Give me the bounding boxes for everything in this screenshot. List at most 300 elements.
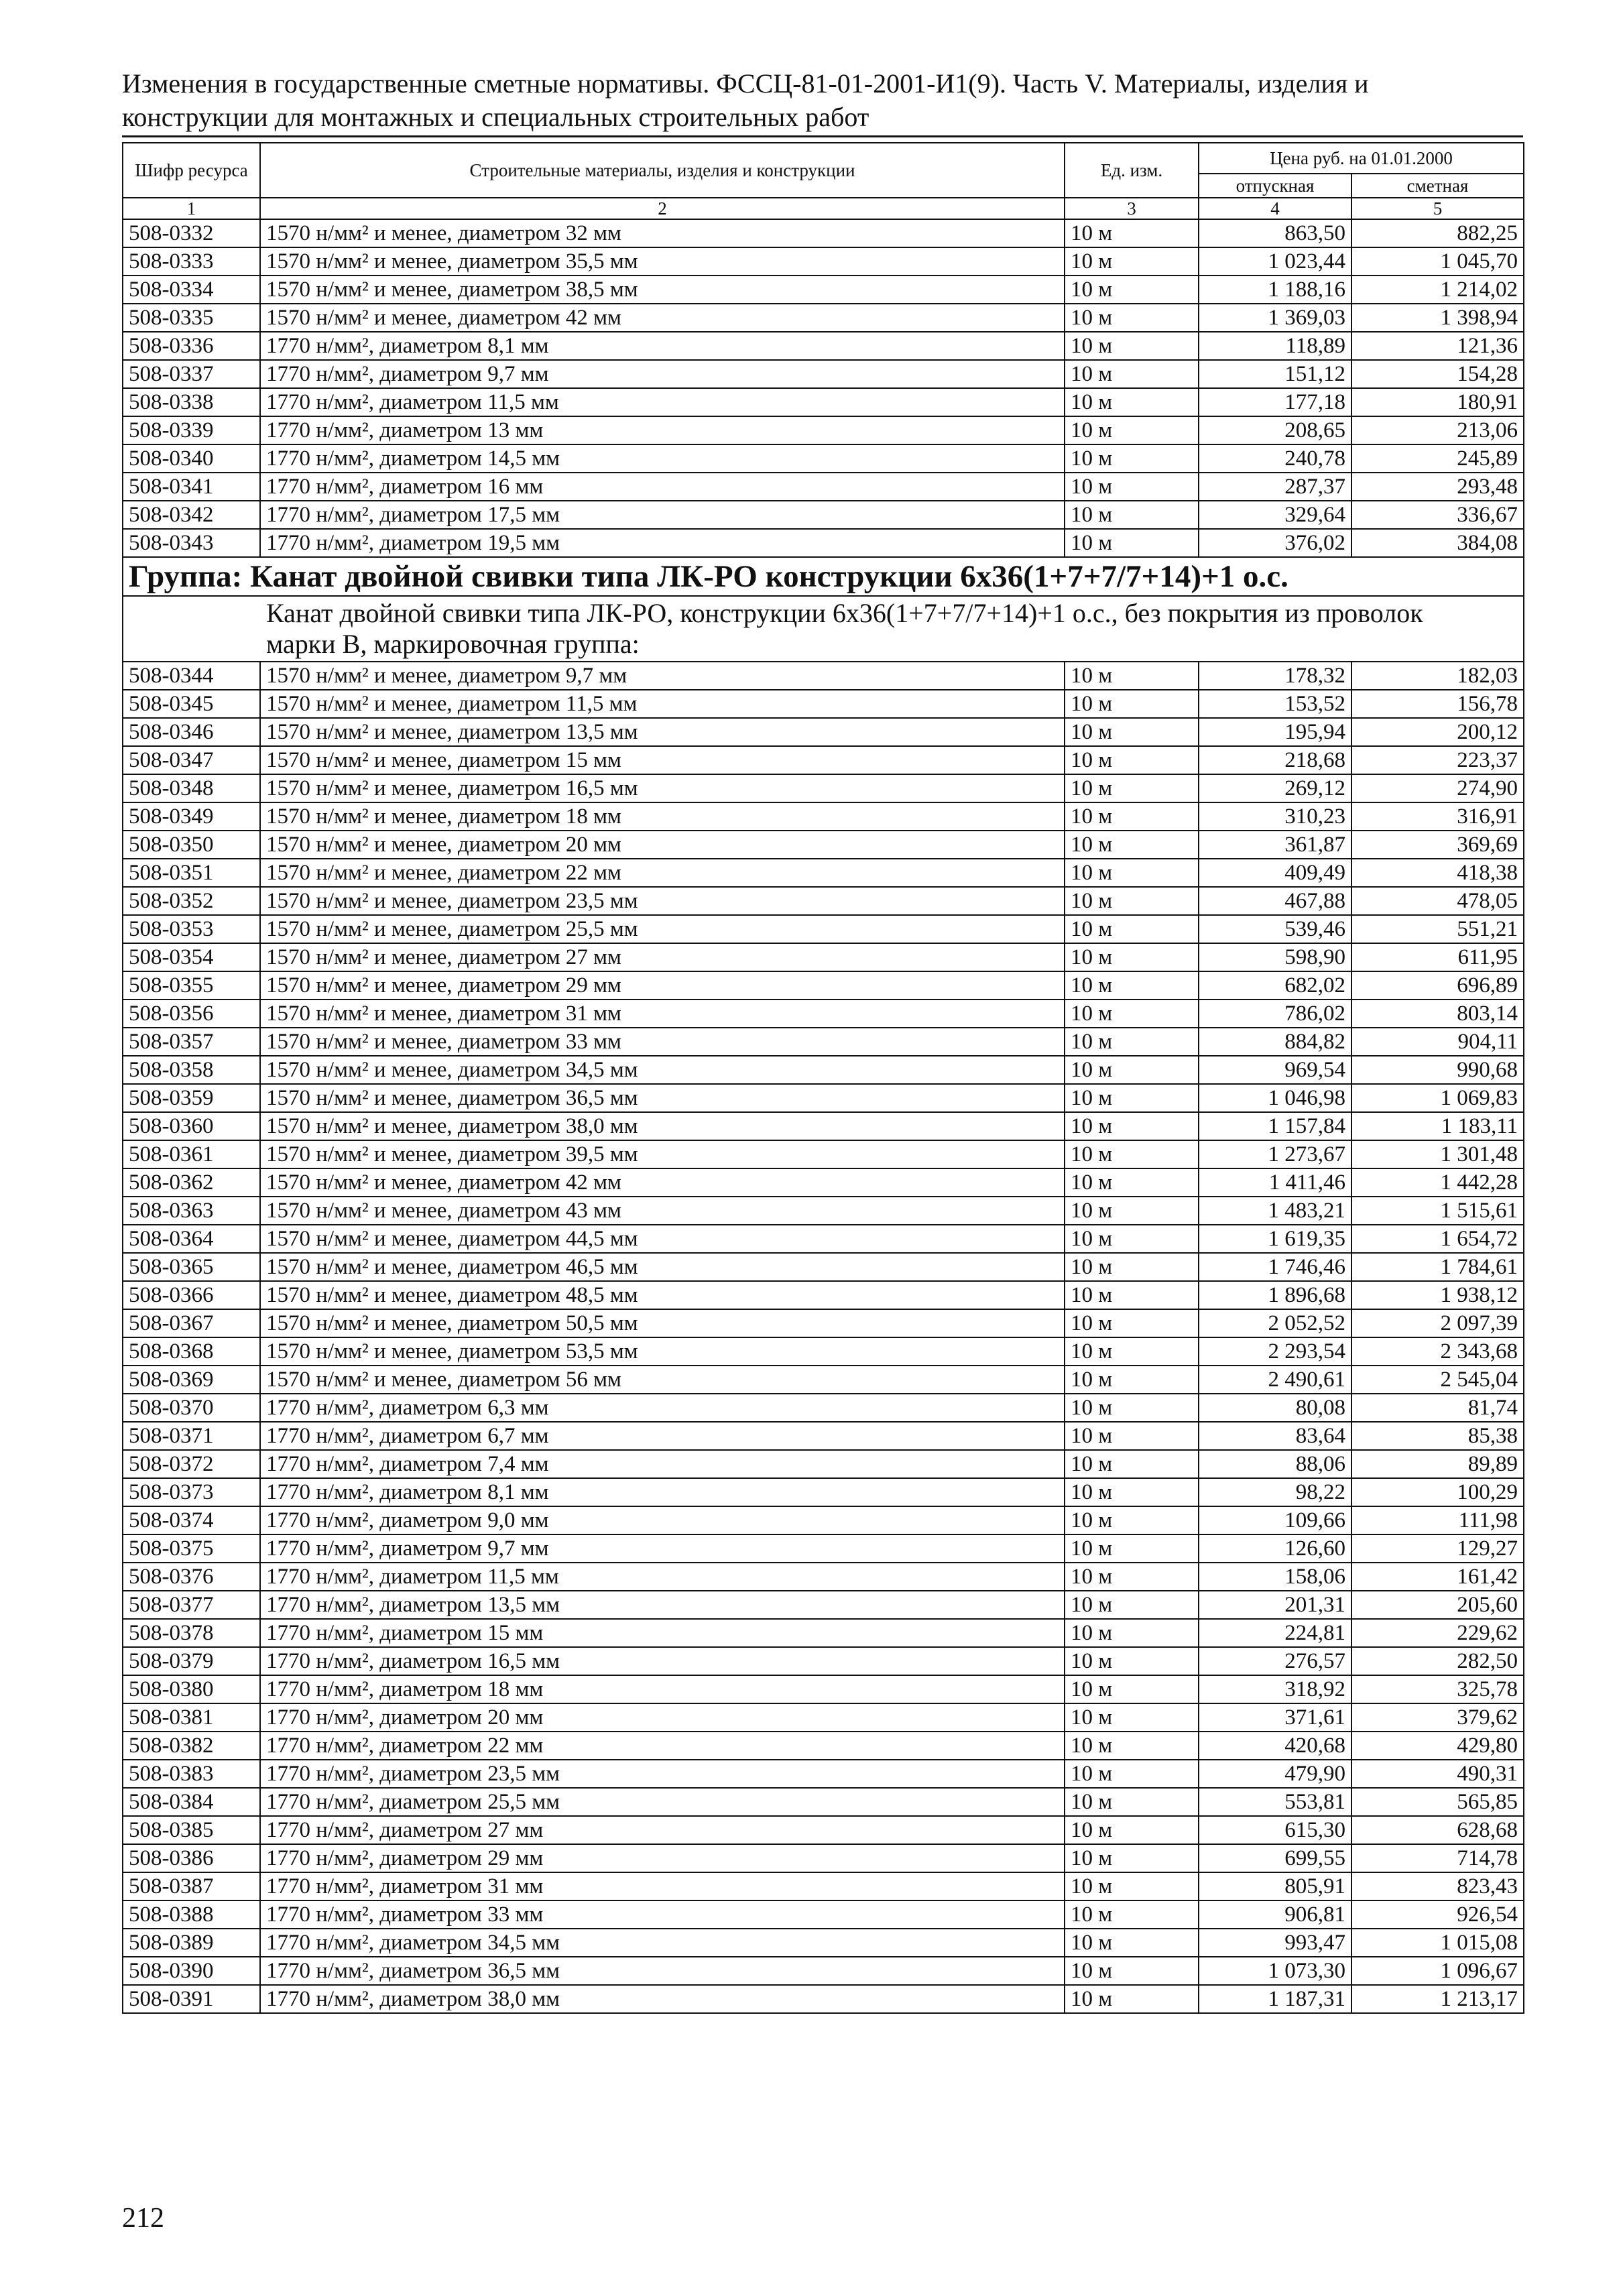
cell-desc: 1570 н/мм² и менее, диаметром 27 мм: [260, 943, 1065, 971]
cell-desc: 1770 н/мм², диаметром 8,1 мм: [260, 332, 1065, 360]
cell-release: 218,68: [1199, 746, 1351, 774]
cell-release: 201,31: [1199, 1591, 1351, 1619]
cell-desc: 1570 н/мм² и менее, диаметром 48,5 мм: [260, 1281, 1065, 1309]
cell-unit: 10 м: [1065, 1000, 1199, 1028]
cell-code: 508-0350: [123, 831, 260, 859]
cell-unit: 10 м: [1065, 1844, 1199, 1872]
cell-unit: 10 м: [1065, 1675, 1199, 1703]
cell-desc: 1570 н/мм² и менее, диаметром 22 мм: [260, 859, 1065, 887]
col-number-2: 2: [260, 198, 1065, 219]
cell-estimate: 926,54: [1351, 1900, 1524, 1929]
cell-unit: 10 м: [1065, 1281, 1199, 1309]
cell-estimate: 990,68: [1351, 1056, 1524, 1084]
cell-release: 361,87: [1199, 831, 1351, 859]
cell-release: 479,90: [1199, 1760, 1351, 1788]
cell-release: 2 052,52: [1199, 1309, 1351, 1337]
table-body-bottom: [123, 662, 1524, 2013]
cell-code: 508-0347: [123, 746, 260, 774]
cell-desc: 1570 н/мм² и менее, диаметром 16,5 мм: [260, 774, 1065, 802]
table-row: [123, 360, 1524, 388]
cell-release: 276,57: [1199, 1647, 1351, 1675]
cell-unit: 10 м: [1065, 690, 1199, 718]
cell-code: 508-0354: [123, 943, 260, 971]
header-name: Строительные материалы, изделия и конструкции: [260, 143, 1065, 198]
cell-release: 699,55: [1199, 1844, 1351, 1872]
cell-estimate: 490,31: [1351, 1760, 1524, 1788]
cell-code: 508-0360: [123, 1112, 260, 1140]
table-row: [123, 1225, 1524, 1253]
cell-release: 329,64: [1199, 501, 1351, 529]
cell-estimate: 293,48: [1351, 473, 1524, 501]
table-row: [123, 1394, 1524, 1422]
cell-estimate: 904,11: [1351, 1028, 1524, 1056]
cell-estimate: 1 515,61: [1351, 1197, 1524, 1225]
cell-code: 508-0389: [123, 1929, 260, 1957]
cell-release: 682,02: [1199, 971, 1351, 1000]
table-row: [123, 1900, 1524, 1929]
table-row: [123, 943, 1524, 971]
cell-code: 508-0340: [123, 444, 260, 473]
cell-unit: 10 м: [1065, 1028, 1199, 1056]
cell-desc: 1570 н/мм² и менее, диаметром 38,5 мм: [260, 276, 1065, 304]
cell-release: 1 411,46: [1199, 1168, 1351, 1197]
cell-code: 508-0359: [123, 1084, 260, 1112]
cell-code: 508-0378: [123, 1619, 260, 1647]
cell-unit: 10 м: [1065, 746, 1199, 774]
table-row: [123, 388, 1524, 416]
cell-estimate: 1 015,08: [1351, 1929, 1524, 1957]
cell-estimate: 882,25: [1351, 219, 1524, 247]
cell-unit: 10 м: [1065, 304, 1199, 332]
cell-estimate: 551,21: [1351, 915, 1524, 943]
cell-code: 508-0334: [123, 276, 260, 304]
cell-code: 508-0369: [123, 1366, 260, 1394]
table-row: [123, 1591, 1524, 1619]
header-unit: Ед. изм.: [1065, 143, 1199, 198]
cell-desc: 1570 н/мм² и менее, диаметром 34,5 мм: [260, 1056, 1065, 1084]
cell-release: 371,61: [1199, 1703, 1351, 1732]
cell-unit: 10 м: [1065, 529, 1199, 557]
cell-desc: 1770 н/мм², диаметром 8,1 мм: [260, 1478, 1065, 1506]
table-row: [123, 915, 1524, 943]
table-row: [123, 662, 1524, 690]
col-number-4: 4: [1199, 198, 1351, 219]
cell-code: 508-0379: [123, 1647, 260, 1675]
cell-desc: 1770 н/мм², диаметром 6,7 мм: [260, 1422, 1065, 1450]
table-row: [123, 1816, 1524, 1844]
cell-release: 420,68: [1199, 1732, 1351, 1760]
cell-unit: 10 м: [1065, 887, 1199, 915]
cell-unit: 10 м: [1065, 718, 1199, 746]
table-row: [123, 831, 1524, 859]
table-row: [123, 1056, 1524, 1084]
cell-release: 786,02: [1199, 1000, 1351, 1028]
cell-code: 508-0344: [123, 662, 260, 690]
cell-release: 153,52: [1199, 690, 1351, 718]
cell-release: 151,12: [1199, 360, 1351, 388]
cell-release: 208,65: [1199, 416, 1351, 444]
cell-desc: 1770 н/мм², диаметром 15 мм: [260, 1619, 1065, 1647]
table-row: [123, 473, 1524, 501]
cell-release: 863,50: [1199, 219, 1351, 247]
cell-release: 906,81: [1199, 1900, 1351, 1929]
cell-code: 508-0352: [123, 887, 260, 915]
cell-desc: 1770 н/мм², диаметром 25,5 мм: [260, 1788, 1065, 1816]
cell-unit: 10 м: [1065, 1534, 1199, 1563]
cell-estimate: 429,80: [1351, 1732, 1524, 1760]
cell-code: 508-0337: [123, 360, 260, 388]
table-row: [123, 276, 1524, 304]
cell-estimate: 611,95: [1351, 943, 1524, 971]
table-row: [123, 774, 1524, 802]
cell-estimate: 1 069,83: [1351, 1084, 1524, 1112]
cell-estimate: 2 343,68: [1351, 1337, 1524, 1366]
cell-release: 83,64: [1199, 1422, 1351, 1450]
cell-unit: 10 м: [1065, 219, 1199, 247]
cell-desc: 1570 н/мм² и менее, диаметром 20 мм: [260, 831, 1065, 859]
cell-release: 1 188,16: [1199, 276, 1351, 304]
cell-code: 508-0387: [123, 1872, 260, 1900]
table-row: [123, 1309, 1524, 1337]
cell-unit: 10 м: [1065, 1478, 1199, 1506]
table-row: [123, 1647, 1524, 1675]
cell-desc: 1570 н/мм² и менее, диаметром 33 мм: [260, 1028, 1065, 1056]
cell-code: 508-0364: [123, 1225, 260, 1253]
table-row: [123, 1760, 1524, 1788]
cell-estimate: 274,90: [1351, 774, 1524, 802]
cell-desc: 1770 н/мм², диаметром 19,5 мм: [260, 529, 1065, 557]
cell-code: 508-0365: [123, 1253, 260, 1281]
cell-estimate: 1 398,94: [1351, 304, 1524, 332]
cell-release: 1 896,68: [1199, 1281, 1351, 1309]
cell-desc: 1770 н/мм², диаметром 13,5 мм: [260, 1591, 1065, 1619]
cell-code: 508-0338: [123, 388, 260, 416]
table-row: [123, 1563, 1524, 1591]
cell-release: 1 073,30: [1199, 1957, 1351, 1985]
cell-desc: 1570 н/мм² и менее, диаметром 46,5 мм: [260, 1253, 1065, 1281]
cell-desc: 1770 н/мм², диаметром 9,7 мм: [260, 360, 1065, 388]
cell-estimate: 81,74: [1351, 1394, 1524, 1422]
cell-estimate: 379,62: [1351, 1703, 1524, 1732]
cell-release: 884,82: [1199, 1028, 1351, 1056]
page-number: 212: [122, 2203, 164, 2234]
cell-release: 805,91: [1199, 1872, 1351, 1900]
cell-release: 1 023,44: [1199, 247, 1351, 276]
cell-desc: 1570 н/мм² и менее, диаметром 42 мм: [260, 304, 1065, 332]
cell-desc: 1570 н/мм² и менее, диаметром 43 мм: [260, 1197, 1065, 1225]
cell-desc: 1770 н/мм², диаметром 9,7 мм: [260, 1534, 1065, 1563]
group-title: Группа: Канат двойной свивки типа ЛК-РО конструкции 6х36(1+7+7/7+14)+1 о.с.: [123, 557, 1524, 596]
cell-desc: 1570 н/мм² и менее, диаметром 50,5 мм: [260, 1309, 1065, 1337]
cell-code: 508-0391: [123, 1985, 260, 2013]
col-number-3: 3: [1065, 198, 1199, 219]
cell-desc: 1570 н/мм² и менее, диаметром 31 мм: [260, 1000, 1065, 1028]
table-row: [123, 1478, 1524, 1506]
group-section: [123, 557, 1524, 662]
cell-desc: 1570 н/мм² и менее, диаметром 15 мм: [260, 746, 1065, 774]
table-header: [123, 143, 1524, 219]
table-row: [123, 1084, 1524, 1112]
cell-unit: 10 м: [1065, 915, 1199, 943]
cell-code: 508-0361: [123, 1140, 260, 1168]
cell-unit: 10 м: [1065, 1422, 1199, 1450]
cell-code: 508-0333: [123, 247, 260, 276]
table-row: [123, 1957, 1524, 1985]
cell-estimate: 1 213,17: [1351, 1985, 1524, 2013]
cell-estimate: 100,29: [1351, 1478, 1524, 1506]
cell-release: 195,94: [1199, 718, 1351, 746]
cell-estimate: 2 545,04: [1351, 1366, 1524, 1394]
table-row: [123, 1112, 1524, 1140]
cell-desc: 1570 н/мм² и менее, диаметром 35,5 мм: [260, 247, 1065, 276]
cell-unit: 10 м: [1065, 662, 1199, 690]
cell-unit: 10 м: [1065, 1760, 1199, 1788]
table-row: [123, 501, 1524, 529]
cell-code: 508-0385: [123, 1816, 260, 1844]
table-row: [123, 1534, 1524, 1563]
table-row: [123, 1422, 1524, 1450]
cell-estimate: 369,69: [1351, 831, 1524, 859]
col-number-1: 1: [123, 198, 260, 219]
cell-release: 118,89: [1199, 332, 1351, 360]
cell-desc: 1570 н/мм² и менее, диаметром 23,5 мм: [260, 887, 1065, 915]
header-line-2: конструкции для монтажных и специальных строительных работ: [122, 102, 869, 132]
cell-estimate: 316,91: [1351, 802, 1524, 831]
cell-code: 508-0358: [123, 1056, 260, 1084]
cell-code: 508-0372: [123, 1450, 260, 1478]
cell-unit: 10 м: [1065, 1366, 1199, 1394]
cell-estimate: 325,78: [1351, 1675, 1524, 1703]
cell-desc: 1570 н/мм² и менее, диаметром 11,5 мм: [260, 690, 1065, 718]
table-row: [123, 1872, 1524, 1900]
cell-unit: 10 м: [1065, 1816, 1199, 1844]
table-row: [123, 219, 1524, 247]
cell-unit: 10 м: [1065, 473, 1199, 501]
table-row: [123, 1844, 1524, 1872]
cell-desc: 1570 н/мм² и менее, диаметром 39,5 мм: [260, 1140, 1065, 1168]
header-price: Цена руб. на 01.01.2000: [1199, 143, 1524, 174]
cell-desc: 1770 н/мм², диаметром 38,0 мм: [260, 1985, 1065, 2013]
cell-code: 508-0345: [123, 690, 260, 718]
cell-code: 508-0388: [123, 1900, 260, 1929]
cell-estimate: 823,43: [1351, 1872, 1524, 1900]
cell-code: 508-0356: [123, 1000, 260, 1028]
cell-unit: 10 м: [1065, 247, 1199, 276]
cell-release: 467,88: [1199, 887, 1351, 915]
cell-code: 508-0370: [123, 1394, 260, 1422]
table-body-top: [123, 219, 1524, 557]
cell-release: 98,22: [1199, 1478, 1351, 1506]
cell-unit: 10 м: [1065, 416, 1199, 444]
cell-estimate: 180,91: [1351, 388, 1524, 416]
cell-unit: 10 м: [1065, 501, 1199, 529]
cell-unit: 10 м: [1065, 1703, 1199, 1732]
cell-release: 1 619,35: [1199, 1225, 1351, 1253]
cell-desc: 1770 н/мм², диаметром 16,5 мм: [260, 1647, 1065, 1675]
cell-unit: 10 м: [1065, 1394, 1199, 1422]
cell-estimate: 1 045,70: [1351, 247, 1524, 276]
cell-unit: 10 м: [1065, 1788, 1199, 1816]
cell-estimate: 565,85: [1351, 1788, 1524, 1816]
cell-release: 598,90: [1199, 943, 1351, 971]
cell-unit: 10 м: [1065, 802, 1199, 831]
cell-unit: 10 м: [1065, 971, 1199, 1000]
cell-release: 993,47: [1199, 1929, 1351, 1957]
cell-desc: 1770 н/мм², диаметром 22 мм: [260, 1732, 1065, 1760]
cell-unit: 10 м: [1065, 1197, 1199, 1225]
cell-desc: 1570 н/мм² и менее, диаметром 36,5 мм: [260, 1084, 1065, 1112]
cell-code: 508-0363: [123, 1197, 260, 1225]
cell-desc: 1570 н/мм² и менее, диаметром 29 мм: [260, 971, 1065, 1000]
table-row: [123, 304, 1524, 332]
cell-desc: 1770 н/мм², диаметром 34,5 мм: [260, 1929, 1065, 1957]
cell-estimate: 85,38: [1351, 1422, 1524, 1450]
cell-estimate: 1 214,02: [1351, 276, 1524, 304]
cell-estimate: 418,38: [1351, 859, 1524, 887]
cell-estimate: 336,67: [1351, 501, 1524, 529]
cell-desc: 1570 н/мм² и менее, диаметром 42 мм: [260, 1168, 1065, 1197]
cell-estimate: 1 654,72: [1351, 1225, 1524, 1253]
header-estimate-price: сметная: [1351, 174, 1524, 198]
cell-desc: 1570 н/мм² и менее, диаметром 44,5 мм: [260, 1225, 1065, 1253]
cell-release: 88,06: [1199, 1450, 1351, 1478]
cell-unit: 10 м: [1065, 1309, 1199, 1337]
cell-release: 310,23: [1199, 802, 1351, 831]
cell-unit: 10 м: [1065, 1647, 1199, 1675]
cell-release: 1 273,67: [1199, 1140, 1351, 1168]
cell-release: 178,32: [1199, 662, 1351, 690]
cell-unit: 10 м: [1065, 1900, 1199, 1929]
cell-unit: 10 м: [1065, 276, 1199, 304]
cell-estimate: 213,06: [1351, 416, 1524, 444]
table-row: [123, 1140, 1524, 1168]
cell-code: 508-0355: [123, 971, 260, 1000]
cell-code: 508-0373: [123, 1478, 260, 1506]
cell-code: 508-0336: [123, 332, 260, 360]
cell-code: 508-0386: [123, 1844, 260, 1872]
cell-code: 508-0383: [123, 1760, 260, 1788]
table-row: [123, 444, 1524, 473]
table-row: [123, 1000, 1524, 1028]
cell-release: 1 187,31: [1199, 1985, 1351, 2013]
table-row: [123, 1337, 1524, 1366]
table-row: [123, 1253, 1524, 1281]
cell-code: 508-0376: [123, 1563, 260, 1591]
cell-unit: 10 м: [1065, 1337, 1199, 1366]
table-row: [123, 690, 1524, 718]
cell-desc: 1570 н/мм² и менее, диаметром 18 мм: [260, 802, 1065, 831]
cell-desc: 1770 н/мм², диаметром 11,5 мм: [260, 388, 1065, 416]
cell-desc: 1770 н/мм², диаметром 17,5 мм: [260, 501, 1065, 529]
cell-release: 158,06: [1199, 1563, 1351, 1591]
table-row: [123, 1450, 1524, 1478]
cell-desc: 1570 н/мм² и менее, диаметром 56 мм: [260, 1366, 1065, 1394]
table-row: [123, 1168, 1524, 1197]
cell-release: 409,49: [1199, 859, 1351, 887]
cell-desc: 1770 н/мм², диаметром 33 мм: [260, 1900, 1065, 1929]
table-row: [123, 1619, 1524, 1647]
cell-estimate: 205,60: [1351, 1591, 1524, 1619]
cell-estimate: 182,03: [1351, 662, 1524, 690]
table-row: [123, 718, 1524, 746]
table-row: [123, 332, 1524, 360]
cell-estimate: 200,12: [1351, 718, 1524, 746]
cell-unit: 10 м: [1065, 1506, 1199, 1534]
cell-code: 508-0353: [123, 915, 260, 943]
cell-unit: 10 м: [1065, 1732, 1199, 1760]
cell-unit: 10 м: [1065, 1140, 1199, 1168]
cell-unit: 10 м: [1065, 1084, 1199, 1112]
cell-code: 508-0384: [123, 1788, 260, 1816]
cell-estimate: 478,05: [1351, 887, 1524, 915]
cell-estimate: 1 183,11: [1351, 1112, 1524, 1140]
table-row: [123, 1197, 1524, 1225]
group-subtitle: [123, 596, 1524, 662]
cell-desc: 1770 н/мм², диаметром 13 мм: [260, 416, 1065, 444]
table-row: [123, 1732, 1524, 1760]
cell-unit: 10 м: [1065, 1253, 1199, 1281]
cell-estimate: 129,27: [1351, 1534, 1524, 1563]
cell-code: 508-0381: [123, 1703, 260, 1732]
cell-estimate: 628,68: [1351, 1816, 1524, 1844]
cell-unit: 10 м: [1065, 1591, 1199, 1619]
cell-release: 269,12: [1199, 774, 1351, 802]
cell-estimate: 89,89: [1351, 1450, 1524, 1478]
cell-code: 508-0362: [123, 1168, 260, 1197]
cell-unit: 10 м: [1065, 831, 1199, 859]
cell-code: 508-0374: [123, 1506, 260, 1534]
cell-unit: 10 м: [1065, 444, 1199, 473]
cell-unit: 10 м: [1065, 1929, 1199, 1957]
cell-desc: 1770 н/мм², диаметром 29 мм: [260, 1844, 1065, 1872]
cell-code: 508-0368: [123, 1337, 260, 1366]
cell-desc: 1570 н/мм² и менее, диаметром 13,5 мм: [260, 718, 1065, 746]
cell-estimate: 1 784,61: [1351, 1253, 1524, 1281]
cell-estimate: 2 097,39: [1351, 1309, 1524, 1337]
cell-code: 508-0382: [123, 1732, 260, 1760]
cell-release: 109,66: [1199, 1506, 1351, 1534]
cell-estimate: 282,50: [1351, 1647, 1524, 1675]
cell-release: 80,08: [1199, 1394, 1351, 1422]
table-row: [123, 887, 1524, 915]
cell-desc: 1770 н/мм², диаметром 36,5 мм: [260, 1957, 1065, 1985]
cell-estimate: 111,98: [1351, 1506, 1524, 1534]
cell-unit: 10 м: [1065, 1985, 1199, 2013]
cell-code: 508-0348: [123, 774, 260, 802]
cell-unit: 10 м: [1065, 1957, 1199, 1985]
cell-code: 508-0335: [123, 304, 260, 332]
header-code: Шифр ресурса: [123, 143, 260, 198]
cell-code: 508-0339: [123, 416, 260, 444]
cell-release: 1 746,46: [1199, 1253, 1351, 1281]
cell-unit: 10 м: [1065, 1225, 1199, 1253]
cell-unit: 10 м: [1065, 1112, 1199, 1140]
cell-desc: 1770 н/мм², диаметром 16 мм: [260, 473, 1065, 501]
cell-estimate: 223,37: [1351, 746, 1524, 774]
cell-release: 1 157,84: [1199, 1112, 1351, 1140]
cell-release: 224,81: [1199, 1619, 1351, 1647]
cell-release: 287,37: [1199, 473, 1351, 501]
cell-desc: 1570 н/мм² и менее, диаметром 25,5 мм: [260, 915, 1065, 943]
cell-desc: 1770 н/мм², диаметром 18 мм: [260, 1675, 1065, 1703]
cell-desc: 1770 н/мм², диаметром 14,5 мм: [260, 444, 1065, 473]
table-row: [123, 971, 1524, 1000]
cell-desc: 1770 н/мм², диаметром 23,5 мм: [260, 1760, 1065, 1788]
table-row: [123, 1929, 1524, 1957]
cell-estimate: 156,78: [1351, 690, 1524, 718]
cell-unit: 10 м: [1065, 859, 1199, 887]
cell-unit: 10 м: [1065, 1168, 1199, 1197]
